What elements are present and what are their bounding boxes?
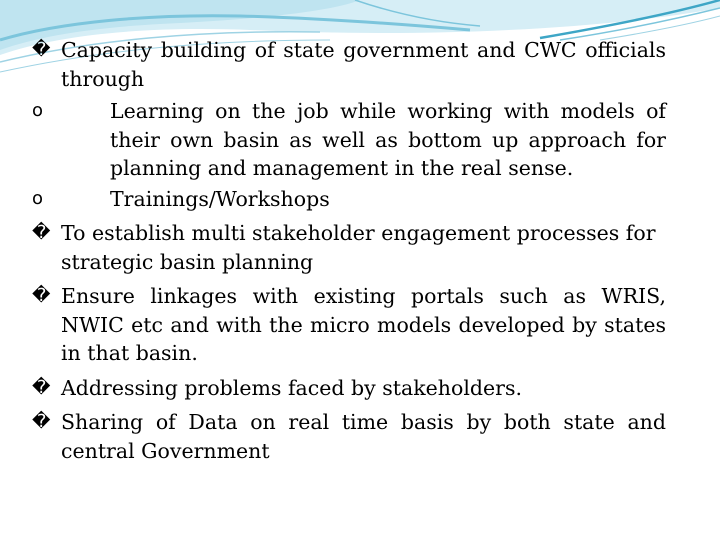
bullet-marker: � xyxy=(32,222,51,243)
bullet-text: Capacity building of state government and CWC officials through xyxy=(61,38,666,91)
bullet-text: Sharing of Data on real time basis by both state and central Government xyxy=(61,410,666,463)
sub-item-learning-on-job xyxy=(32,97,666,183)
bullet-ensure-linkages xyxy=(32,282,666,368)
bullet-marker: � xyxy=(32,39,51,60)
bullet-text: Ensure linkages with existing portals such as WRIS, NWIC etc and with the micro models developed by states in that basin. xyxy=(61,284,666,365)
sub-list xyxy=(32,97,666,213)
sub-item-text: Learning on the job while working with models of their own basin as well as bottom up approach for planning and management in the real sense. xyxy=(110,99,666,180)
bullet-marker: � xyxy=(32,285,51,306)
sub-bullet-marker: o xyxy=(32,187,44,209)
slide-content xyxy=(32,36,666,471)
bullet-addressing-problems xyxy=(32,374,666,403)
sub-item-trainings xyxy=(32,185,666,214)
sub-bullet-marker: o xyxy=(32,100,44,121)
bullet-text: Addressing problems faced by stakeholders. xyxy=(61,375,522,400)
bullet-capacity-building xyxy=(32,36,666,213)
bullet-sharing-data xyxy=(32,408,666,465)
sub-item-text: Trainings/Workshops xyxy=(110,186,330,211)
bullet-stakeholder-engagement xyxy=(32,219,666,276)
bullet-text: To establish multi stakeholder engagement processes for strategic basin planning xyxy=(61,221,656,274)
bullet-marker: � xyxy=(32,411,51,432)
bullet-marker: � xyxy=(32,376,51,398)
